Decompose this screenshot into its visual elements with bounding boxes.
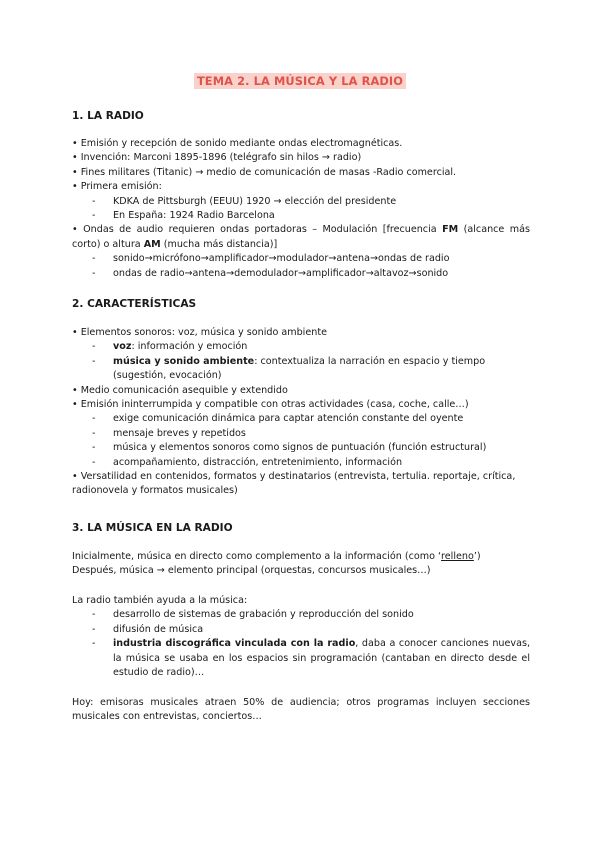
sub-item-text: mensaje breves y repetidos bbox=[113, 427, 246, 439]
bold-text: FM bbox=[442, 224, 459, 236]
bold-text: música y sonido ambiente bbox=[113, 355, 255, 367]
sub-item-text: ondas de radio→antena→demodulador→amplificador→altavoz→sonido bbox=[113, 267, 449, 279]
bold-text: voz bbox=[113, 341, 132, 353]
underlined-text: relleno bbox=[441, 551, 474, 562]
sub-list-item bbox=[72, 209, 530, 223]
text-run: , daba a conocer canciones nuevas, la música se usaba en los espacios sin programación (cantaban en directo desde el estudio de radio)… bbox=[113, 638, 530, 678]
sub-item-text: música y elementos sonoros como signos de puntuación (función estructural) bbox=[113, 442, 487, 454]
dash-marker: - bbox=[92, 442, 96, 454]
list-item: • Elementos sonoros: voz, música y sonido ambiente bbox=[72, 327, 327, 338]
section-3-body bbox=[72, 550, 530, 579]
dash-marker: - bbox=[92, 638, 96, 650]
text-run: (mucha más distancia)] bbox=[160, 238, 278, 250]
list-item: • Primera emisión: bbox=[72, 181, 162, 193]
text-run: • Ondas de audio requieren ondas portadoras – Modulación [frecuencia bbox=[72, 224, 443, 236]
dash-marker: - bbox=[92, 209, 96, 221]
sub-item-text: KDKA de Pittsburgh (EEUU) 1920 → elección del presidente bbox=[113, 195, 397, 207]
sub-list-item bbox=[72, 412, 530, 426]
sub-list-item bbox=[72, 456, 530, 470]
sub-item-text: exige comunicación dinámica para captar atención constante del oyente bbox=[113, 413, 464, 425]
section-1-body bbox=[72, 137, 530, 281]
section-1-heading: 1. LA RADIO bbox=[72, 110, 144, 122]
title-container bbox=[0, 73, 600, 89]
dash-marker: - bbox=[92, 456, 96, 468]
list-item: • Fines militares (Titanic) → medio de comunicación de masas -Radio comercial. bbox=[72, 166, 457, 178]
sub-list-item bbox=[72, 267, 530, 281]
text-run: (alcance más corto) o altura bbox=[72, 224, 530, 250]
sub-list-item bbox=[72, 637, 530, 680]
paragraph bbox=[72, 550, 530, 564]
sub-list-item bbox=[72, 441, 530, 455]
list-item bbox=[72, 223, 530, 252]
text-run: ’) bbox=[473, 551, 481, 562]
dash-marker: - bbox=[92, 355, 96, 367]
page-title: TEMA 2. LA MÚSICA Y LA RADIO bbox=[194, 73, 406, 89]
dash-marker: - bbox=[92, 623, 96, 635]
sub-list-item bbox=[72, 427, 530, 441]
paragraph: Hoy: emisoras musicales atraen 50% de audiencia; otros programas incluyen secciones musicales con entrevistas, conciertos… bbox=[72, 697, 530, 723]
bold-text: AM bbox=[143, 238, 161, 250]
dash-marker: - bbox=[92, 195, 96, 207]
sub-item-text bbox=[113, 637, 530, 680]
dash-marker: - bbox=[92, 341, 96, 353]
sub-list-item bbox=[72, 340, 530, 354]
section-3-list bbox=[72, 594, 530, 680]
sub-item-text: acompañamiento, distracción, entretenimiento, información bbox=[113, 456, 403, 468]
paragraph: La radio también ayuda a la música: bbox=[72, 595, 248, 606]
dash-marker: - bbox=[92, 427, 96, 439]
sub-item-text bbox=[113, 355, 530, 384]
dash-marker: - bbox=[92, 267, 96, 279]
section-3-heading: 3. LA MÚSICA EN LA RADIO bbox=[72, 522, 233, 534]
list-item: • Medio comunicación asequible y extendido bbox=[72, 384, 288, 396]
list-item: • Emisión y recepción de sonido mediante ondas electromagnéticas. bbox=[72, 138, 403, 149]
section-2-heading: 2. CARACTERÍSTICAS bbox=[72, 298, 197, 310]
section-2-body bbox=[72, 326, 530, 499]
list-item: • Invención: Marconi 1895-1896 (telégrafo sin hilos → radio) bbox=[72, 152, 362, 164]
list-item: • Emisión ininterrumpida y compatible con otras actividades (casa, coche, calle…) bbox=[72, 398, 469, 410]
sub-item-text: difusión de música bbox=[113, 623, 204, 635]
sub-list-item bbox=[72, 252, 530, 266]
sub-list-item bbox=[72, 623, 530, 637]
sub-item-text bbox=[113, 340, 530, 354]
sub-list-item bbox=[72, 195, 530, 209]
paragraph: Después, música → elemento principal (orquestas, concursos musicales…) bbox=[72, 565, 431, 577]
sub-item-text: En España: 1924 Radio Barcelona bbox=[113, 209, 275, 221]
text-run: : información y emoción bbox=[131, 341, 248, 353]
sub-list-item bbox=[72, 608, 530, 622]
sub-item-text: desarrollo de sistemas de grabación y reproducción del sonido bbox=[113, 609, 414, 621]
bold-text: industria discográfica vinculada con la radio bbox=[113, 638, 356, 650]
text-run: : contextualiza la narración en espacio y tiempo (sugestión, evocación) bbox=[113, 355, 486, 382]
sub-item-text: sonido→micrófono→amplificador→modulador→antena→ondas de radio bbox=[113, 253, 450, 265]
dash-marker: - bbox=[92, 413, 96, 425]
dash-marker: - bbox=[92, 253, 96, 265]
dash-marker: - bbox=[92, 609, 96, 621]
text-run: Inicialmente, música en directo como complemento a la información (como ‘ bbox=[72, 551, 442, 562]
list-item: • Versatilidad en contenidos, formatos y destinatarios (entrevista, tertulia. reportaje, crítica, radionovela y formatos musicales) bbox=[72, 470, 516, 497]
sub-list-item bbox=[72, 355, 530, 384]
